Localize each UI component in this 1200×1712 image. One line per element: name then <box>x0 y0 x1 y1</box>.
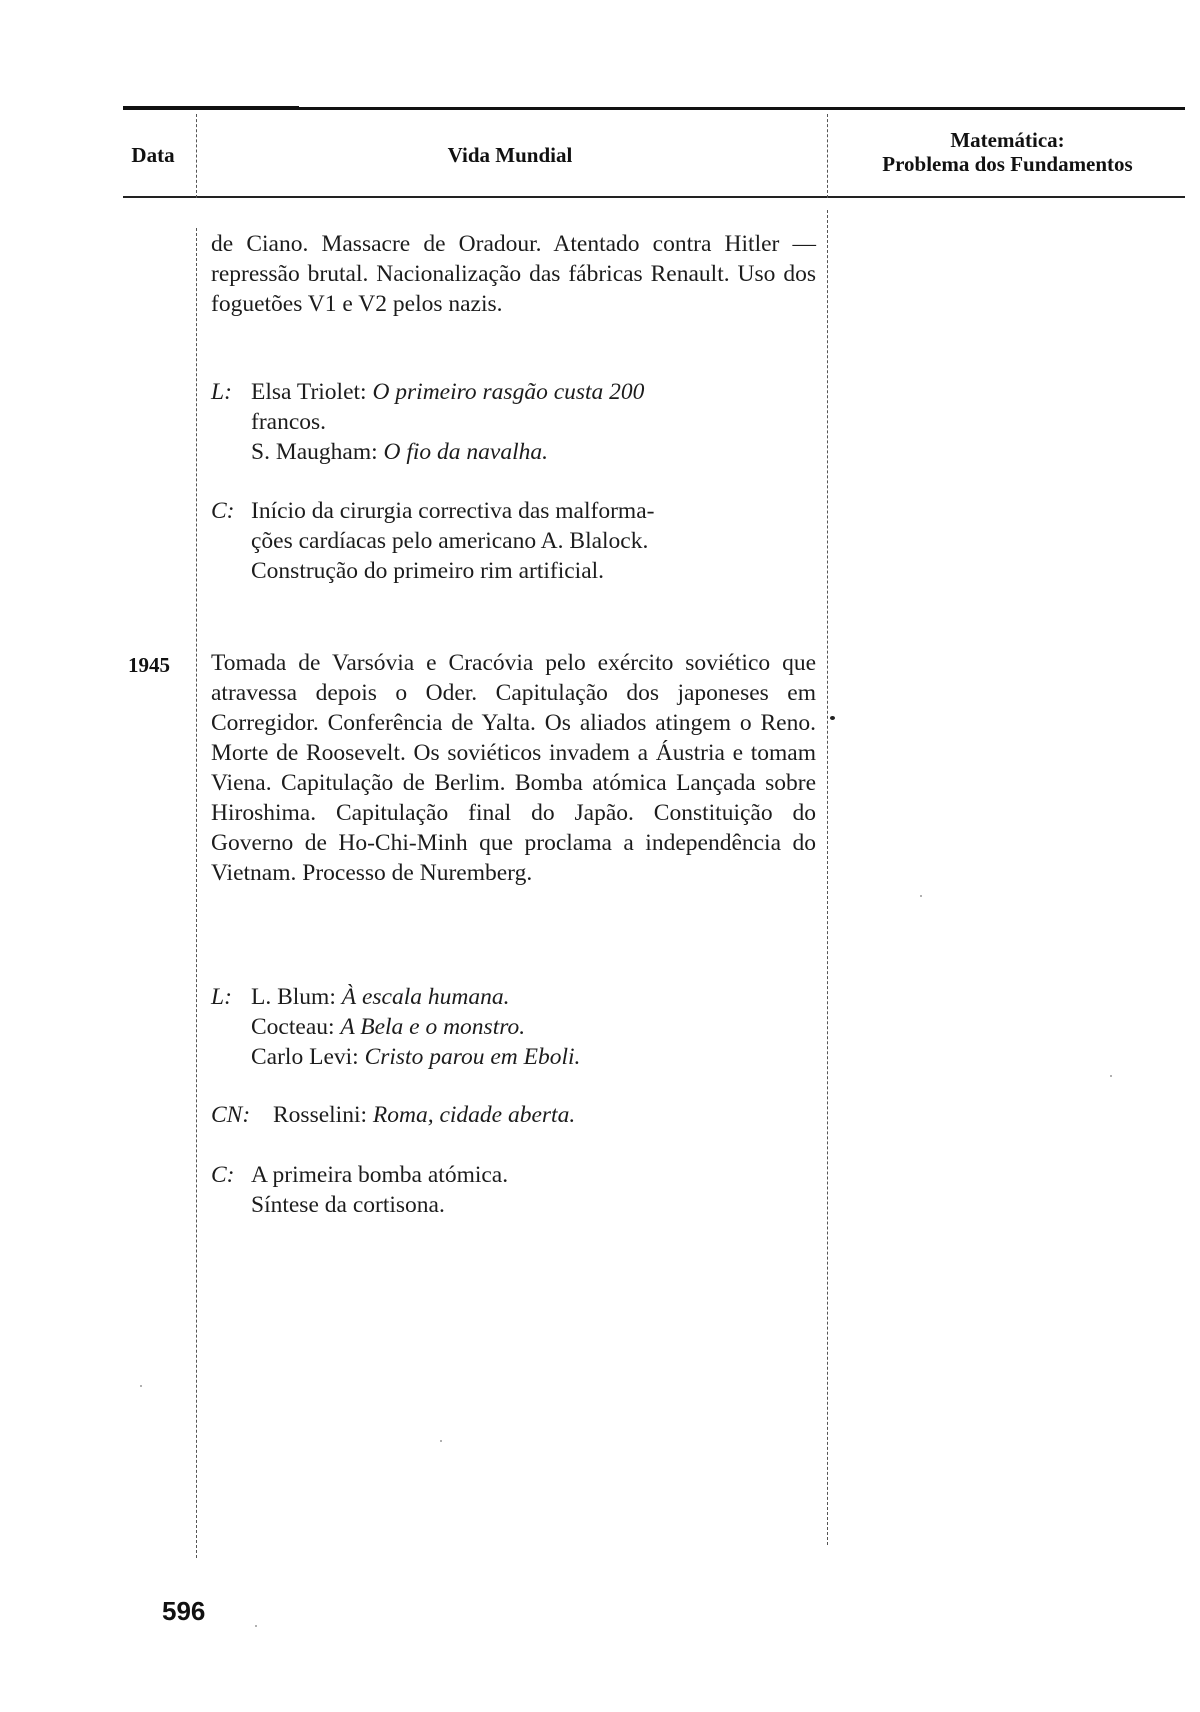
literature-author: Elsa Triolet: <box>251 379 367 405</box>
column-separator-date <box>196 228 197 1558</box>
science-1944 <box>211 496 821 586</box>
column-header-matematica-line2: Problema dos Fundamentos <box>882 152 1133 176</box>
science-tag: C: <box>211 1162 235 1188</box>
science-1945 <box>211 1160 821 1220</box>
science-item: Síntese da cortisona. <box>251 1192 445 1218</box>
literature-author: L. Blum: <box>251 984 336 1010</box>
header-bottom-rule <box>123 196 1185 198</box>
cinema-title: Roma, cidade aberta. <box>372 1102 576 1128</box>
column-header-date: Data <box>131 143 175 167</box>
page-number: 596 <box>162 1596 206 1626</box>
literature-title: A Bela e o monstro. <box>340 1014 526 1040</box>
literature-author: Carlo Levi: <box>251 1044 359 1070</box>
science-text-line3: Construção do primeiro rim artificial. <box>251 558 605 584</box>
column-separator-vida <box>827 210 828 1545</box>
literature-author: S. Maugham: <box>251 439 378 465</box>
literature-tag: L: <box>211 984 232 1010</box>
science-tag: C: <box>211 498 235 524</box>
cinema-1945 <box>211 1100 821 1130</box>
events-1945 <box>211 648 816 888</box>
events-1945-text: Tomada de Varsóvia e Cracóvia pelo exército soviético que atravessa depois o Oder. Capitulação dos japoneses em Corregidor. Conferência de Yalta. Os aliados atingem o Reno. Morte de Roosevelt. Os soviéticos invadem a Áustria e tomam Viena. Capitulação de Berlim. Bomba atómica Lançada sobre Hiroshima. Capitulação final do Japão. Constituição do Governo de Ho-Chi-Minh que proclama a independência do Vietnam. Processo de Nuremberg. <box>211 650 816 886</box>
scan-speck <box>440 1440 442 1442</box>
year-1945: 1945 <box>128 653 170 677</box>
cinema-director: Rosselini: <box>273 1102 368 1128</box>
events-1944-text: de Ciano. Massacre de Oradour. Atentado contra Hitler — repressão brutal. Nacionalização das fábricas Renault. Uso dos foguetões V1 e V2 pelos nazis. <box>211 231 816 317</box>
scan-speck <box>1110 1075 1112 1077</box>
column-header-matematica-line1: Matemática: <box>950 128 1065 152</box>
literature-title: O fio da navalha. <box>383 439 549 465</box>
cinema-tag: CN: <box>211 1102 251 1128</box>
literature-author: Cocteau: <box>251 1014 335 1040</box>
column-header-vida-mundial: Vida Mundial <box>447 143 573 167</box>
literature-title-continued: francos. <box>251 409 327 435</box>
literature-1945 <box>211 982 821 1072</box>
science-item: A primeira bomba atómica. <box>251 1162 509 1188</box>
literature-1944 <box>211 377 821 467</box>
events-1944-continued <box>211 229 816 319</box>
science-text-line1: Início da cirurgia correctiva das malforma- <box>251 498 655 524</box>
literature-tag: L: <box>211 379 232 405</box>
header-top-rule-heavy <box>123 106 299 110</box>
science-text-line2: ções cardíacas pelo americano A. Blalock. <box>251 528 649 554</box>
scan-speck <box>920 895 922 897</box>
column-separator-date-header <box>196 114 197 198</box>
column-header-matematica <box>830 128 1185 176</box>
literature-title: Cristo parou em Eboli. <box>364 1044 581 1070</box>
literature-title: O primeiro rasgão custa 200 <box>372 379 645 405</box>
scan-speck <box>830 716 835 720</box>
literature-title: À escala humana. <box>341 984 510 1010</box>
column-separator-vida-header <box>827 114 828 198</box>
scan-speck <box>255 1625 257 1627</box>
scan-speck <box>140 1385 142 1387</box>
